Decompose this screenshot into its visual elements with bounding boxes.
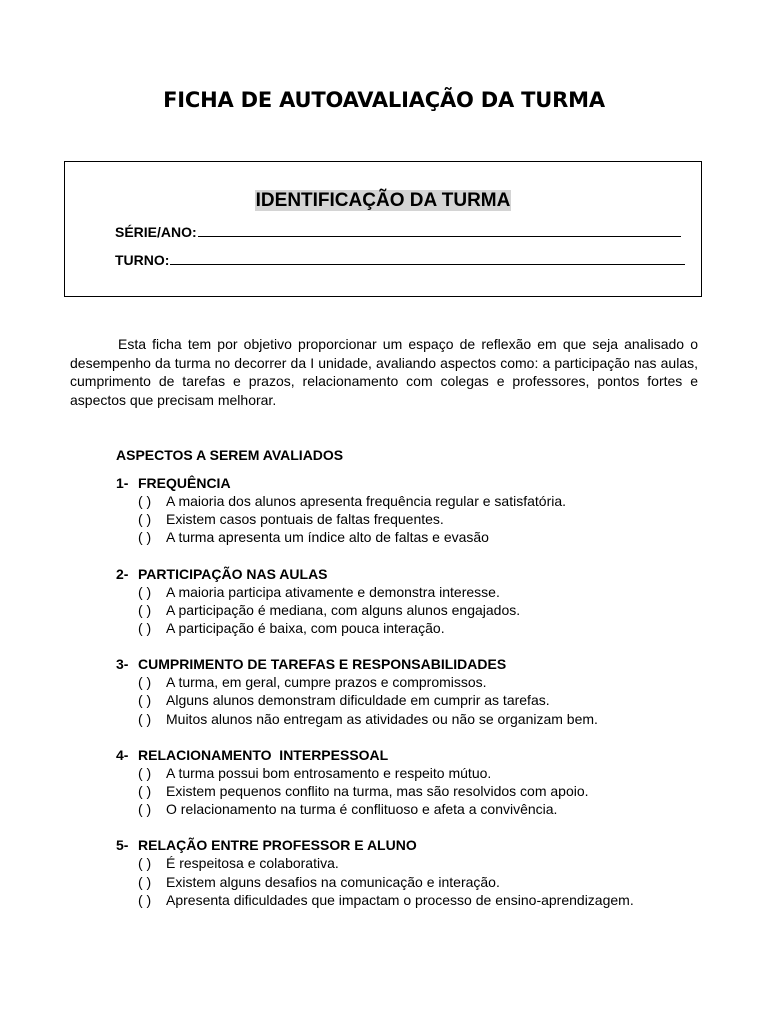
option-checkbox[interactable]: ( ) bbox=[138, 801, 152, 818]
option-checkbox[interactable]: ( ) bbox=[138, 511, 152, 528]
aspect-section bbox=[116, 474, 736, 547]
page-title: FICHA DE AUTOAVALIAÇÃO DA TURMA bbox=[163, 88, 605, 112]
aspect-option[interactable] bbox=[116, 891, 736, 909]
option-checkbox[interactable]: ( ) bbox=[138, 764, 152, 781]
option-checkbox[interactable]: ( ) bbox=[138, 710, 152, 727]
option-label: A turma possui bom entrosamento e respeito mútuo. bbox=[166, 764, 492, 781]
aspect-option[interactable] bbox=[116, 528, 736, 546]
aspect-section-title: PARTICIPAÇÃO NAS AULAS bbox=[138, 565, 328, 582]
option-checkbox[interactable]: ( ) bbox=[138, 601, 152, 618]
aspect-option[interactable] bbox=[116, 583, 736, 601]
turno-blank-line[interactable] bbox=[170, 263, 685, 265]
aspect-section-title: FREQUÊNCIA bbox=[138, 475, 231, 491]
aspect-section-number: 5- bbox=[116, 837, 129, 854]
aspect-option[interactable] bbox=[116, 710, 736, 728]
aspect-section-title: RELACIONAMENTO INTERPESSOAL bbox=[138, 746, 389, 763]
aspect-section bbox=[116, 565, 736, 638]
option-checkbox[interactable]: ( ) bbox=[138, 692, 152, 709]
intro-paragraph: Esta ficha tem por objetivo proporcionar um espaço de reflexão em que seja analisado o desempenho da turma no decorrer da I unidade, avaliando aspectos como: a participação nas aulas, cumprimento de tarefas e prazos, relacionamento com colegas e professores, pontos fortes e aspectos que precisam melhorar. bbox=[70, 336, 698, 408]
option-label: A turma, em geral, cumpre prazos e compromissos. bbox=[166, 674, 487, 691]
option-label: Apresenta dificuldades que impactam o processo de ensino-aprendizagem. bbox=[166, 891, 634, 908]
serie-ano-blank-line[interactable] bbox=[198, 235, 681, 237]
option-label: A maioria dos alunos apresenta frequência regular e satisfatória. bbox=[166, 493, 567, 509]
aspect-section-number: 4- bbox=[116, 746, 129, 763]
aspect-section-heading bbox=[116, 565, 736, 583]
option-label: Muitos alunos não entregam as atividades ou não se organizam bem. bbox=[166, 710, 598, 727]
aspect-section-heading bbox=[116, 655, 736, 673]
option-checkbox[interactable]: ( ) bbox=[138, 891, 152, 908]
aspect-option[interactable] bbox=[116, 800, 736, 818]
serie-ano-label: SÉRIE/ANO: bbox=[115, 224, 197, 240]
identification-box bbox=[64, 161, 702, 297]
aspects-list bbox=[116, 446, 736, 927]
aspect-option[interactable] bbox=[116, 673, 736, 691]
serie-ano-field[interactable] bbox=[115, 224, 681, 240]
option-checkbox[interactable]: ( ) bbox=[138, 873, 152, 890]
turno-label: TURNO: bbox=[115, 252, 170, 268]
aspect-section-number: 2- bbox=[116, 565, 129, 582]
identification-heading bbox=[65, 190, 701, 212]
option-checkbox[interactable]: ( ) bbox=[138, 783, 152, 800]
aspect-section bbox=[116, 746, 736, 819]
option-label: A maioria participa ativamente e demonstra interesse. bbox=[166, 583, 500, 600]
aspect-section-title: RELAÇÃO ENTRE PROFESSOR E ALUNO bbox=[138, 837, 417, 854]
option-checkbox[interactable]: ( ) bbox=[138, 583, 152, 600]
identification-heading-text: IDENTIFICAÇÃO DA TURMA bbox=[255, 190, 511, 211]
aspect-option[interactable] bbox=[116, 601, 736, 619]
aspect-section-title: CUMPRIMENTO DE TAREFAS E RESPONSABILIDADES bbox=[138, 656, 507, 673]
aspect-section-number: 3- bbox=[116, 656, 129, 673]
aspect-option[interactable] bbox=[116, 764, 736, 782]
option-label: Existem casos pontuais de faltas frequentes. bbox=[166, 511, 444, 528]
option-checkbox[interactable]: ( ) bbox=[138, 529, 152, 546]
aspect-section-heading bbox=[116, 474, 736, 492]
aspect-section-number: 1- bbox=[116, 475, 129, 491]
option-checkbox[interactable]: ( ) bbox=[138, 493, 152, 509]
aspect-option[interactable] bbox=[116, 873, 736, 891]
aspect-option[interactable] bbox=[116, 854, 736, 872]
option-label: A turma apresenta um índice alto de faltas e evasão bbox=[166, 529, 489, 546]
option-label: Alguns alunos demonstram dificuldade em cumprir as tarefas. bbox=[166, 692, 550, 709]
option-label: A participação é baixa, com pouca interação. bbox=[166, 620, 445, 637]
option-label: É respeitosa e colaborativa. bbox=[166, 855, 339, 872]
aspect-option[interactable] bbox=[116, 510, 736, 528]
aspect-option[interactable] bbox=[116, 782, 736, 800]
aspect-section-heading bbox=[116, 746, 736, 764]
option-label: O relacionamento na turma é conflituoso e afeta a convivência. bbox=[166, 801, 558, 818]
option-label: Existem alguns desafios na comunicação e interação. bbox=[166, 873, 500, 890]
aspect-section bbox=[116, 655, 736, 728]
aspect-option[interactable] bbox=[116, 619, 736, 637]
option-checkbox[interactable]: ( ) bbox=[138, 674, 152, 691]
option-label: A participação é mediana, com alguns alunos engajados. bbox=[166, 601, 521, 618]
aspect-section bbox=[116, 836, 736, 909]
aspect-section-heading bbox=[116, 836, 736, 854]
option-checkbox[interactable]: ( ) bbox=[138, 620, 152, 637]
option-checkbox[interactable]: ( ) bbox=[138, 855, 152, 872]
aspect-option[interactable] bbox=[116, 492, 736, 510]
aspect-option[interactable] bbox=[116, 691, 736, 709]
option-label: Existem pequenos conflito na turma, mas são resolvidos com apoio. bbox=[166, 783, 589, 800]
aspects-title: ASPECTOS A SEREM AVALIADOS bbox=[116, 447, 344, 463]
turno-field[interactable] bbox=[115, 252, 685, 268]
